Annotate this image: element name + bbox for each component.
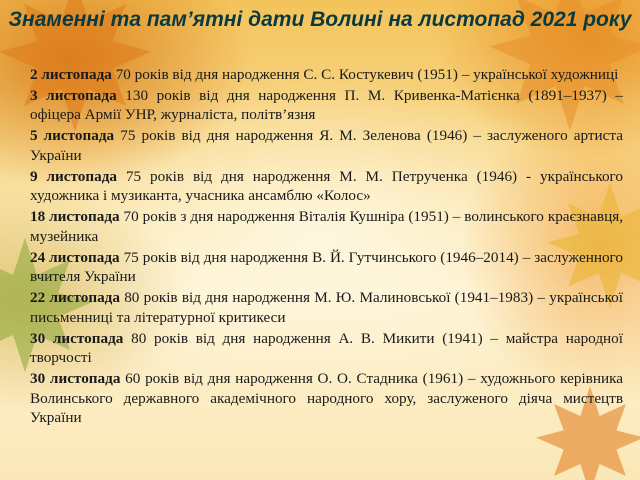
page-title: Знаменні та пам’ятні дати Волині на листопад 2021 року: [8, 8, 632, 31]
entry-text: 80 років від дня народження М. Ю. Малиновської (1941–1983) – української письменниці та літературної критикеси: [30, 289, 623, 326]
entry-text: 60 років від дня народження О. О. Стадника (1961) – художнього керівника Волинського державного академічного народного хору, заслуженого діяча мистецтв України: [30, 370, 623, 427]
entry-date: 2 листопада: [30, 66, 112, 83]
list-item: [30, 248, 623, 287]
entry-date: 22 листопада: [30, 289, 120, 307]
entry-text: 130 років від дня народження П. М. Кривенка-Матієнка (1891–1937) – офіцера Армії УНР, журналіста, політв’язня: [30, 86, 623, 124]
entry-text: 70 років з дня народження Віталія Кушніра (1951) – волинського краєзнавця, музейника: [30, 208, 624, 245]
list-item: [30, 369, 623, 428]
entry-date: 30 листопада: [30, 370, 121, 388]
entry-date: 5 листопада: [30, 127, 115, 145]
list-item: [30, 207, 623, 246]
entry-date: 30 листопада: [30, 329, 124, 347]
dates-list: [30, 65, 623, 429]
entry-text: 80 років від дня народження А. В. Микити (1941) – майстра народної творчості: [30, 329, 623, 367]
list-item: [30, 86, 623, 125]
entry-date: 9 листопада: [30, 167, 118, 185]
list-item: [30, 126, 623, 165]
list-item: [30, 288, 623, 327]
list-item: [30, 167, 623, 206]
entry-date: 24 листопада: [30, 248, 120, 266]
entry-text: 75 років від дня народження М. М. Петрученка (1946) - українського художника і музиканта, учасника ансамблю «Колос»: [30, 167, 623, 205]
entry-date: 3 листопада: [30, 86, 117, 104]
entry-text: 75 років від дня народження В. Й. Гутчинського (1946–2014) – заслуженного вчителя України: [30, 248, 623, 286]
entry-text: 70 років від дня народження С. С. Костукевич (1951) – української художниці: [111, 66, 619, 83]
entry-date: 18 листопада: [30, 208, 120, 226]
entry-text: 75 років від дня народження Я. М. Зеленова (1946) – заслуженого артиста України: [30, 127, 623, 164]
list-item: [30, 65, 623, 85]
list-item: [30, 329, 623, 368]
